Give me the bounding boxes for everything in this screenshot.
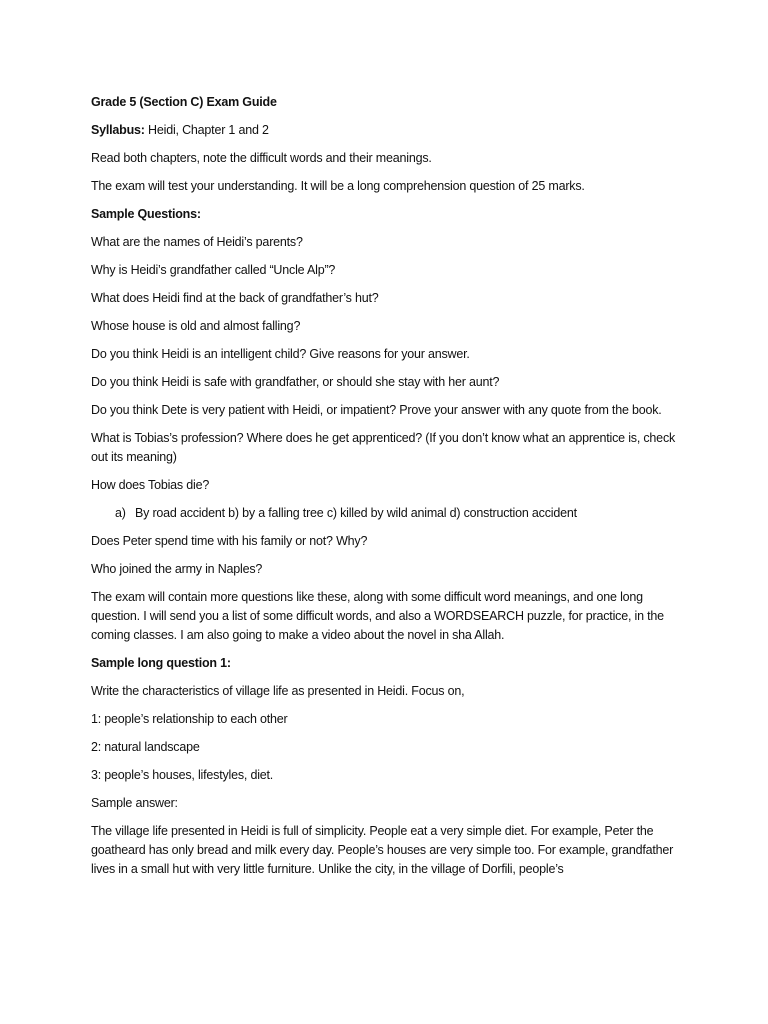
question-10: Does Peter spend time with his family or not? Why? <box>91 534 368 548</box>
question-11: Who joined the army in Naples? <box>91 562 263 576</box>
focus-point-1: 1: people’s relationship to each other <box>91 712 288 726</box>
question-4: Whose house is old and almost falling? <box>91 319 301 333</box>
intro-paragraph-1: Read both chapters, note the difficult words and their meanings. <box>91 151 432 165</box>
question-1: What are the names of Heidi’s parents? <box>91 235 303 249</box>
syllabus-label: Syllabus: <box>91 123 145 137</box>
long-question-text: Write the characteristics of village life as presented in Heidi. Focus on, <box>91 684 465 698</box>
option-marker: a) <box>115 506 126 520</box>
closing-paragraph: The exam will contain more questions like these, along with some difficult word meanings, and one long question. I will send you a list of some difficult words, and also a WORDSEARCH puzzle, for practice, in the coming classes. I am also going to make a video about the novel in sha Allah. <box>91 590 664 642</box>
question-8: What is Tobias’s profession? Where does he get apprenticed? (If you don’t know what an apprentice is, check out its meaning) <box>91 431 676 464</box>
question-7: Do you think Dete is very patient with Heidi, or impatient? Prove your answer with any quote from the book. <box>91 403 662 417</box>
sample-answer-heading: Sample answer: <box>91 796 178 810</box>
syllabus-line <box>91 121 691 140</box>
question-6: Do you think Heidi is safe with grandfather, or should she stay with her aunt? <box>91 375 500 389</box>
long-question-heading: Sample long question 1: <box>91 656 231 670</box>
option-text: By road accident b) by a falling tree c) killed by wild animal d) construction accident <box>135 506 577 520</box>
question-2: Why is Heidi’s grandfather called “Uncle Alp”? <box>91 263 336 277</box>
sample-questions-heading: Sample Questions: <box>91 207 201 221</box>
document-title: Grade 5 (Section C) Exam Guide <box>91 95 277 109</box>
question-5: Do you think Heidi is an intelligent child? Give reasons for your answer. <box>91 347 470 361</box>
question-3: What does Heidi find at the back of grandfather’s hut? <box>91 291 379 305</box>
focus-point-3: 3: people’s houses, lifestyles, diet. <box>91 768 274 782</box>
focus-point-2: 2: natural landscape <box>91 740 200 754</box>
answer-options <box>91 504 691 523</box>
document-page <box>91 93 691 888</box>
syllabus-value: Heidi, Chapter 1 and 2 <box>144 123 269 137</box>
question-9: How does Tobias die? <box>91 478 210 492</box>
intro-paragraph-2: The exam will test your understanding. It will be a long comprehension question of 25 marks. <box>91 179 585 193</box>
sample-answer-text: The village life presented in Heidi is full of simplicity. People eat a very simple diet. For example, Peter the goatheard has only bread and milk every day. People’s houses are very simple too. For example, grandfather lives in a small hut with very little furniture. Unlike the city, in the village of Dorfili, people’s <box>91 824 674 876</box>
